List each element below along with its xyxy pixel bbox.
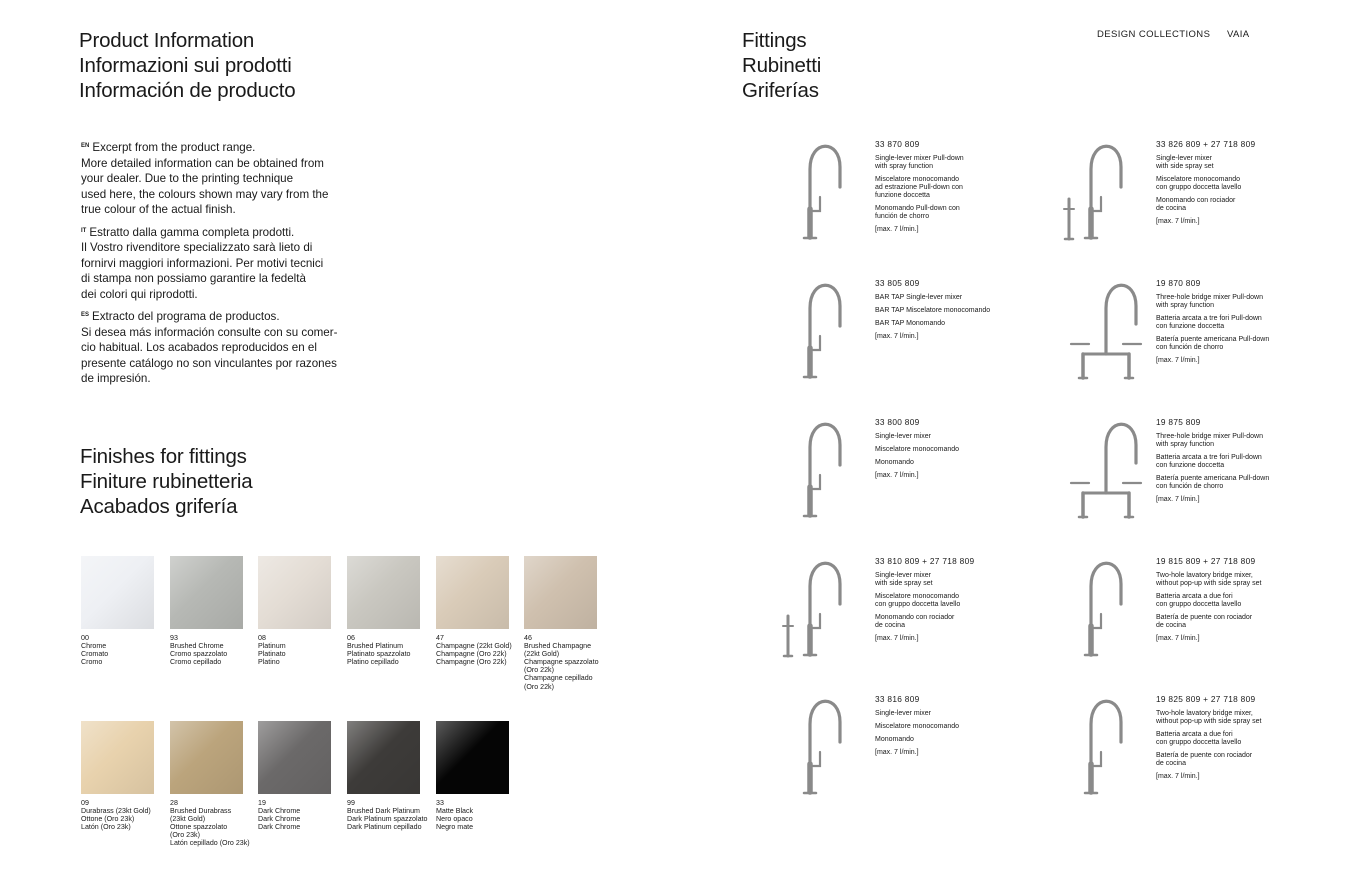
finish-swatch [524, 556, 614, 691]
lever-handle [813, 752, 820, 766]
product-description: Single-lever mixer [875, 433, 932, 440]
lever-handle [813, 197, 820, 211]
finish-swatch [170, 721, 260, 848]
lever-handle [813, 475, 820, 489]
heading-it: Rubinetti [742, 54, 822, 77]
finish-swatch [436, 556, 526, 666]
product-description: Single-lever mixer [875, 710, 932, 717]
intro-paragraph-it [81, 224, 371, 303]
intro-paragraph-es [81, 308, 371, 387]
product-info [1156, 139, 1311, 231]
product-card [780, 278, 1030, 398]
language-tag: IT [81, 227, 87, 234]
lever-handle [813, 614, 820, 628]
finish-swatch [258, 556, 348, 666]
faucet-drawing [804, 424, 840, 516]
finish-color-chip [258, 721, 331, 794]
heading-es: Griferías [742, 79, 819, 102]
product-code: 33 810 809 + 27 718 809 [875, 556, 975, 566]
finish-label: 93 Brushed Chrome Cromo spazzolato Cromo cepillado [170, 634, 228, 667]
product-description: Batería puente americana Pull-down con función de chorro [1156, 336, 1270, 351]
finish-color-chip [81, 556, 154, 629]
intro-paragraph-en [81, 139, 371, 218]
product-description: BAR TAP Monomando [875, 320, 946, 327]
product-code: 19 875 809 [1156, 417, 1201, 427]
product-description: [max. 7 l/min.] [875, 226, 919, 233]
product-description: [max. 7 l/min.] [875, 749, 919, 756]
faucet-spout [810, 424, 840, 515]
product-info [875, 556, 1030, 648]
finish-label: 46 Brushed Champagne (22kt Gold) Champagne spazzolato (Oro 22k) Champagne cepillado (Oro 22k) [524, 634, 599, 691]
faucet-illustration [1061, 417, 1151, 527]
faucet-spout [1091, 701, 1121, 792]
faucet-illustration [780, 278, 870, 388]
faucet-drawing [1071, 424, 1141, 517]
faucet-spout [1091, 146, 1121, 237]
faucet-drawing [804, 146, 840, 238]
product-description: Monomando Pull-down con función de chorro [875, 205, 960, 220]
faucet-spout [810, 146, 840, 237]
product-card [780, 556, 1030, 676]
product-description: BAR TAP Single-lever mixer [875, 294, 963, 301]
faucet-spout [810, 563, 840, 654]
product-description: [max. 7 l/min.] [875, 635, 919, 642]
lever-handle [813, 336, 820, 350]
product-description: Single-lever mixer with side spray set [1156, 155, 1214, 170]
intro-body: Excerpt from the product range. More detailed information can be obtained from your dealer. Due to the printing technique used here, the colours shown may vary from the true colour of the actual finish. [81, 141, 329, 216]
finish-swatch [258, 721, 348, 831]
finish-color-chip [258, 556, 331, 629]
product-description: Single-lever mixer Pull-down with spray function [875, 155, 964, 170]
heading-es: Información de producto [79, 79, 296, 102]
finish-swatch [170, 556, 260, 666]
finish-label: 28 Brushed Durabrass (23kt Gold) Ottone spazzolato (Oro 23k) Latón cepillado (Oro 23k) [170, 799, 250, 848]
product-description: [max. 7 l/min.] [1156, 496, 1200, 503]
finish-label: 00 Chrome Cromato Cromo [81, 634, 109, 667]
faucet-spout [810, 701, 840, 792]
finish-color-chip [170, 721, 243, 794]
product-description: Monomando con rociador de cocina [1156, 197, 1236, 212]
product-info [1156, 278, 1311, 370]
product-card [780, 417, 1030, 537]
faucet-spout [810, 285, 840, 376]
product-description: Batteria arcata a due fori con gruppo doccetta lavello [1156, 731, 1242, 746]
finish-color-chip [347, 556, 420, 629]
nav-design-collections[interactable]: DESIGN COLLECTIONS [1097, 29, 1211, 40]
faucet-illustration [1061, 556, 1151, 666]
finish-label: 09 Durabrass (23kt Gold) Ottone (Oro 23k) Latón (Oro 23k) [81, 799, 151, 832]
finish-swatch [347, 721, 437, 831]
product-code: 19 815 809 + 27 718 809 [1156, 556, 1256, 566]
product-description: Miscelatore monocomando [875, 446, 960, 453]
product-code: 33 805 809 [875, 278, 920, 288]
product-description: Batería de puente con rociador de cocina [1156, 614, 1253, 629]
faucet-drawing [783, 563, 840, 656]
product-description: Miscelatore monocomando ad estrazione Pull-down con funzione doccetta [875, 176, 963, 199]
lever-handle [1094, 614, 1101, 628]
language-tag: ES [81, 312, 90, 318]
product-description: Batería de puente con rociador de cocina [1156, 752, 1253, 767]
product-description: [max. 7 l/min.] [1156, 773, 1200, 780]
heading-it: Finiture rubinetteria [80, 470, 253, 493]
finish-swatch [436, 721, 526, 831]
product-description: Batteria arcata a tre fori Pull-down con funzione doccetta [1156, 454, 1262, 469]
product-code: 33 800 809 [875, 417, 920, 427]
product-description: [max. 7 l/min.] [875, 472, 919, 479]
finish-label: 99 Brushed Dark Platinum Dark Platinum spazzolato Dark Platinum cepillado [347, 799, 428, 832]
faucet-drawing [1085, 563, 1121, 655]
product-description: Three-hole bridge mixer Pull-down with spray function [1156, 433, 1263, 448]
product-card [780, 139, 1030, 259]
product-description: Monomando [875, 459, 914, 466]
product-card [780, 694, 1030, 814]
faucet-drawing [1064, 146, 1121, 239]
finish-swatch [81, 721, 171, 831]
finish-label: 47 Champagne (22kt Gold) Champagne (Oro 22k) Champagne (Oro 22k) [436, 634, 512, 667]
finish-color-chip [436, 721, 509, 794]
faucet-illustration [780, 694, 870, 804]
intro-body: Estratto dalla gamma completa prodotti. Il Vostro rivenditore specializzato sarà lieto di fornirvi maggiori informazioni. Per motivi tecnici di stampa non possiamo garantire la fedeltà dei colori qui riprodotti. [81, 225, 324, 301]
product-card [1061, 694, 1311, 814]
faucet-illustration [1061, 694, 1151, 804]
product-info [875, 139, 1030, 239]
product-description: Miscelatore monocomando con gruppo doccetta lavello [875, 593, 961, 608]
faucet-illustration [1061, 278, 1151, 388]
faucet-drawing [804, 285, 840, 377]
lever-handle [1094, 752, 1101, 766]
finish-swatch [81, 556, 171, 666]
language-tag: EN [81, 143, 90, 149]
product-code: 33 870 809 [875, 139, 920, 149]
finish-color-chip [524, 556, 597, 629]
product-code: 33 816 809 [875, 694, 920, 704]
finish-color-chip [347, 721, 420, 794]
product-description: Miscelatore monocomando con gruppo doccetta lavello [1156, 176, 1242, 191]
product-description: Batteria arcata a tre fori Pull-down con funzione doccetta [1156, 315, 1262, 330]
finish-swatch [347, 556, 437, 666]
faucet-illustration [780, 417, 870, 527]
finish-color-chip [436, 556, 509, 629]
product-description: [max. 7 l/min.] [875, 333, 919, 340]
product-description: Monomando [875, 736, 914, 743]
heading-es: Acabados grifería [80, 495, 238, 518]
product-info [875, 278, 1030, 346]
product-information-heading [79, 28, 295, 103]
finish-label: 06 Brushed Platinum Platinato spazzolato Platino cepillado [347, 634, 411, 667]
product-description: [max. 7 l/min.] [1156, 218, 1200, 225]
product-description: Two-hole lavatory bridge mixer, without pop-up with side spray set [1156, 572, 1262, 587]
faucet-drawing [1085, 701, 1121, 793]
product-card [1061, 417, 1311, 537]
fittings-heading [742, 28, 821, 103]
product-code: 33 826 809 + 27 718 809 [1156, 139, 1256, 149]
finish-color-chip [170, 556, 243, 629]
faucet-illustration [780, 139, 870, 249]
product-code: 19 870 809 [1156, 278, 1201, 288]
product-info [1156, 417, 1311, 509]
product-info [875, 417, 1030, 485]
product-description: BAR TAP Miscelatore monocomando [875, 307, 991, 314]
heading-en: Finishes for fittings [80, 445, 247, 468]
product-description: [max. 7 l/min.] [1156, 357, 1200, 364]
product-description: Monomando con rociador de cocina [875, 614, 955, 629]
product-card [1061, 278, 1311, 398]
product-code: 19 825 809 + 27 718 809 [1156, 694, 1256, 704]
product-description: Three-hole bridge mixer Pull-down with spray function [1156, 294, 1263, 309]
finish-label: 33 Matte Black Nero opaco Negro mate [436, 799, 474, 832]
finishes-heading [80, 444, 252, 519]
faucet-illustration [1061, 139, 1151, 249]
heading-it: Informazioni sui prodotti [79, 54, 292, 77]
product-card [1061, 556, 1311, 676]
faucet-drawing [1071, 285, 1141, 378]
product-description: Batteria arcata a due fori con gruppo doccetta lavello [1156, 593, 1242, 608]
faucet-spout [1091, 563, 1121, 654]
finish-label: 19 Dark Chrome Dark Chrome Dark Chrome [258, 799, 301, 832]
lever-handle [1094, 197, 1101, 211]
heading-en: Product Information [79, 29, 255, 52]
faucet-illustration [780, 556, 870, 666]
product-card [1061, 139, 1311, 259]
product-description: Single-lever mixer with side spray set [875, 572, 933, 587]
product-description: [max. 7 l/min.] [1156, 635, 1200, 642]
nav-vaia[interactable]: VAIA [1227, 29, 1250, 40]
product-info [875, 694, 1030, 762]
intro-text [81, 139, 371, 393]
faucet-drawing [804, 701, 840, 793]
finish-color-chip [81, 721, 154, 794]
product-info [1156, 694, 1311, 786]
product-description: Two-hole lavatory bridge mixer, without pop-up with side spray set [1156, 710, 1262, 725]
product-description: Batería puente americana Pull-down con función de chorro [1156, 475, 1270, 490]
intro-body: Extracto del programa de productos. Si desea más información consulte con su comer- cio habitual. Los acabados reproducidos en el presente catálogo no son vinculantes por razones de impresión. [81, 310, 338, 385]
product-info [1156, 556, 1311, 648]
finish-label: 08 Platinum Platinato Platino [258, 634, 286, 667]
heading-en: Fittings [742, 29, 807, 52]
product-description: Miscelatore monocomando [875, 723, 960, 730]
